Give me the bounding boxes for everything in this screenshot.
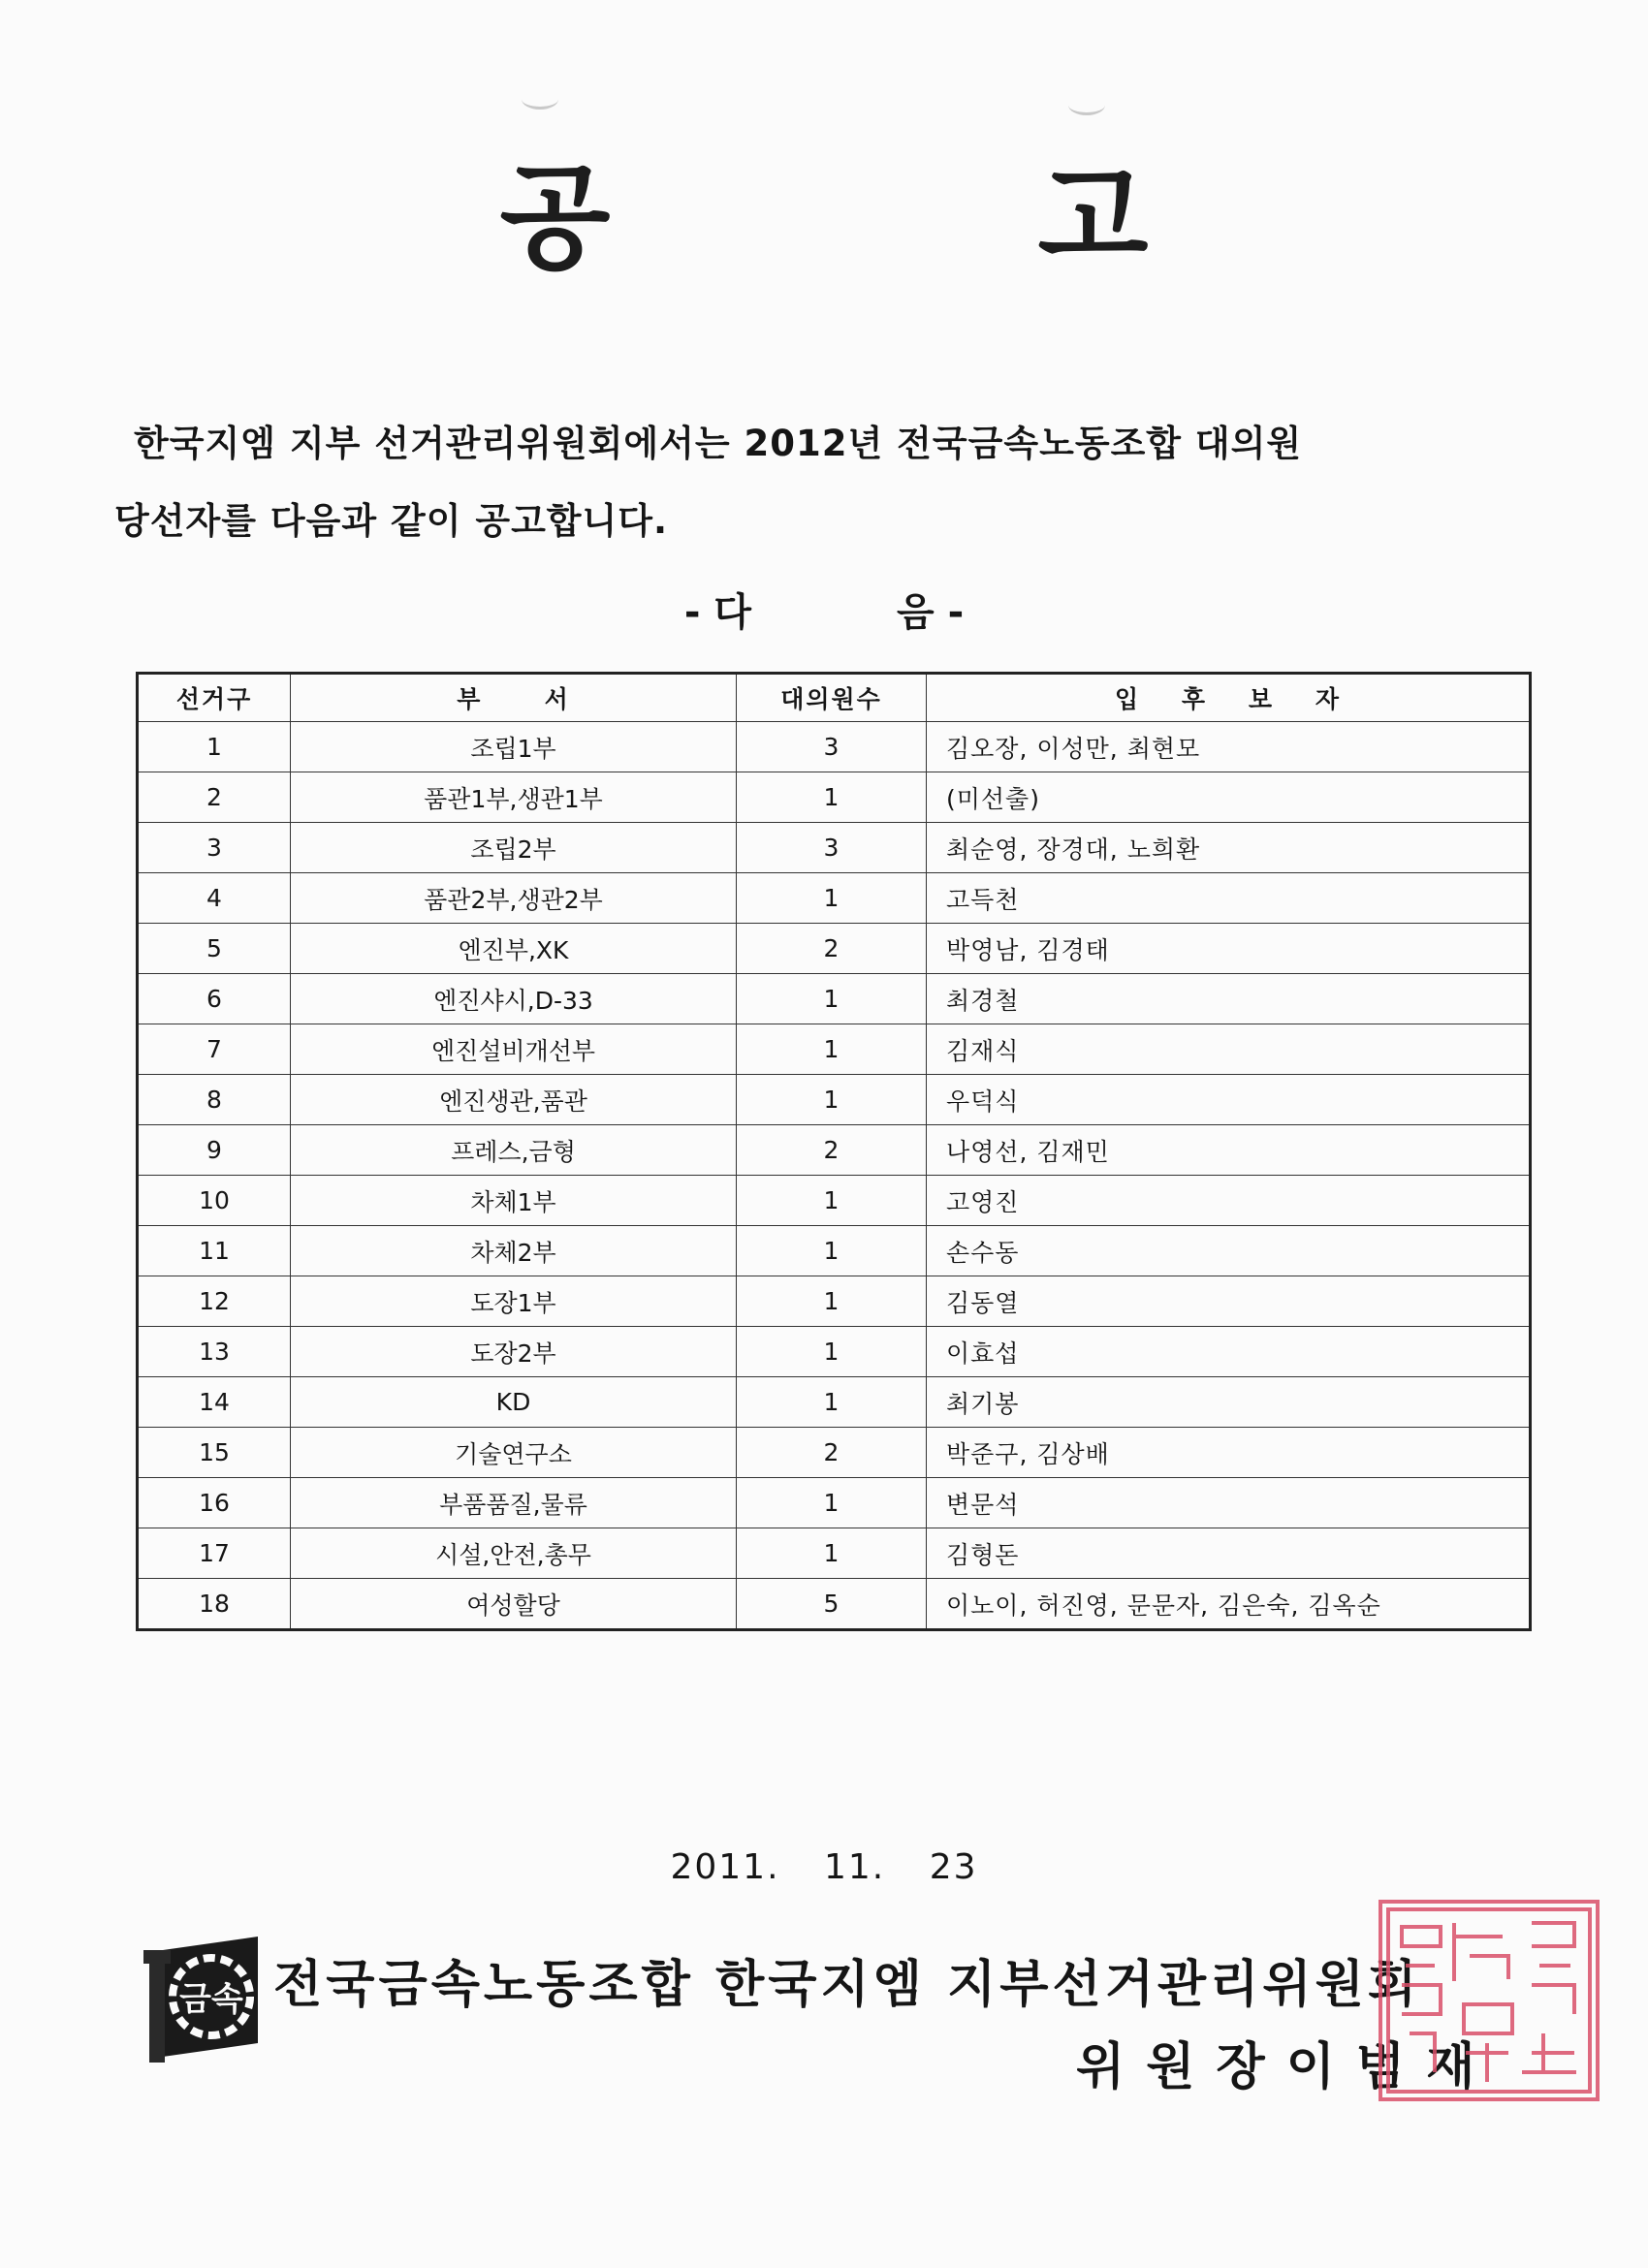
cell-department: 엔진설비개선부 xyxy=(291,1024,737,1075)
cell-delegates: 2 xyxy=(737,1125,927,1176)
cell-delegates: 1 xyxy=(737,1024,927,1075)
table-row xyxy=(138,722,1531,772)
cell-department: 엔진생관,품관 xyxy=(291,1075,737,1125)
table-row xyxy=(138,1176,1531,1226)
cell-candidates: 이노이, 허진영, 문문자, 김은숙, 김옥순 xyxy=(927,1579,1531,1630)
intro-line: 당선자를 다음과 같이 공고합니다. xyxy=(114,500,669,542)
logo-text: 금속 xyxy=(179,1980,243,2019)
cell-district: 2 xyxy=(138,772,291,823)
cell-district: 17 xyxy=(138,1528,291,1579)
committee-chair: 위원장이범재 xyxy=(1076,2038,1497,2096)
cell-department: 조립1부 xyxy=(291,722,737,772)
table-row xyxy=(138,1528,1531,1579)
cell-candidates: 고영진 xyxy=(927,1176,1531,1226)
cell-department: 도장2부 xyxy=(291,1327,737,1377)
cell-district: 14 xyxy=(138,1377,291,1428)
cell-department: 품관2부,생관2부 xyxy=(291,873,737,924)
cell-department: 시설,안전,총무 xyxy=(291,1528,737,1579)
cell-district: 8 xyxy=(138,1075,291,1125)
date-month: 11. xyxy=(823,1847,886,1887)
cell-delegates: 1 xyxy=(737,1327,927,1377)
table-row xyxy=(138,1327,1531,1377)
table-row xyxy=(138,1377,1531,1428)
table-row xyxy=(138,1024,1531,1075)
date-year: 2011. xyxy=(670,1847,780,1887)
cell-candidates: 김동열 xyxy=(927,1276,1531,1327)
cell-department: 품관1부,생관1부 xyxy=(291,772,737,823)
cell-department: 엔진샤시,D-33 xyxy=(291,974,737,1024)
cell-candidates: 김재식 xyxy=(927,1024,1531,1075)
cell-candidates: 최순영, 장경대, 노희환 xyxy=(927,823,1531,873)
cell-candidates: (미선출) xyxy=(927,772,1531,823)
cell-candidates: 나영선, 김재민 xyxy=(927,1125,1531,1176)
cell-candidates: 최경철 xyxy=(927,974,1531,1024)
cell-district: 15 xyxy=(138,1428,291,1478)
table-row xyxy=(138,974,1531,1024)
cell-department: 조립2부 xyxy=(291,823,737,873)
table-row xyxy=(138,924,1531,974)
page-title: 공 고 xyxy=(499,151,1343,285)
delegate-table xyxy=(136,672,1532,1631)
cell-district: 13 xyxy=(138,1327,291,1377)
cell-district: 11 xyxy=(138,1226,291,1276)
cell-district: 7 xyxy=(138,1024,291,1075)
cell-delegates: 1 xyxy=(737,974,927,1024)
table-row xyxy=(138,873,1531,924)
cell-delegates: 1 xyxy=(737,1176,927,1226)
subheading xyxy=(0,582,1648,637)
table-row xyxy=(138,1276,1531,1327)
subheading-right: 음 - xyxy=(897,590,965,635)
cell-district: 6 xyxy=(138,974,291,1024)
cell-district: 1 xyxy=(138,722,291,772)
cell-department: 여성할당 xyxy=(291,1579,737,1630)
cell-candidates: 박영남, 김경태 xyxy=(927,924,1531,974)
cell-candidates: 우덕식 xyxy=(927,1075,1531,1125)
table-row xyxy=(138,1579,1531,1630)
cell-candidates: 이효섭 xyxy=(927,1327,1531,1377)
intro-paragraph xyxy=(114,405,1549,560)
date-day: 23 xyxy=(929,1847,978,1887)
header-district: 선거구 xyxy=(138,674,291,722)
cell-district: 5 xyxy=(138,924,291,974)
cell-delegates: 1 xyxy=(737,1226,927,1276)
union-logo xyxy=(143,1929,260,2074)
cell-department: 차체1부 xyxy=(291,1176,737,1226)
cell-delegates: 5 xyxy=(737,1579,927,1630)
cell-department: 프레스,금형 xyxy=(291,1125,737,1176)
table-row xyxy=(138,1428,1531,1478)
subheading-left: - 다 xyxy=(683,590,751,635)
cell-candidates: 고득천 xyxy=(927,873,1531,924)
table-row xyxy=(138,1226,1531,1276)
cell-candidates: 김오장, 이성만, 최현모 xyxy=(927,722,1531,772)
cell-delegates: 1 xyxy=(737,873,927,924)
cell-delegates: 3 xyxy=(737,823,927,873)
cell-delegates: 1 xyxy=(737,772,927,823)
cell-district: 16 xyxy=(138,1478,291,1528)
cell-delegates: 1 xyxy=(737,1075,927,1125)
cell-department: 부품품질,물류 xyxy=(291,1478,737,1528)
cell-department: 도장1부 xyxy=(291,1276,737,1327)
header-candidates: 입 후 보 자 xyxy=(927,674,1531,722)
cell-district: 12 xyxy=(138,1276,291,1327)
issuing-organization: 전국금속노동조합 한국지엠 지부선거관리위원회 xyxy=(273,1956,1421,2014)
cell-delegates: 3 xyxy=(737,722,927,772)
table-row xyxy=(138,772,1531,823)
punch-hole-mark xyxy=(1068,95,1105,115)
cell-candidates: 최기봉 xyxy=(927,1377,1531,1428)
cell-delegates: 1 xyxy=(737,1377,927,1428)
header-department: 부 서 xyxy=(291,674,737,722)
table-row xyxy=(138,1075,1531,1125)
notice-date xyxy=(0,1847,1648,1887)
cell-delegates: 1 xyxy=(737,1478,927,1528)
cell-department: KD xyxy=(291,1377,737,1428)
cell-district: 18 xyxy=(138,1579,291,1630)
cell-candidates: 김형돈 xyxy=(927,1528,1531,1579)
header-delegates: 대의원수 xyxy=(737,674,927,722)
table-row xyxy=(138,1125,1531,1176)
cell-delegates: 2 xyxy=(737,924,927,974)
cell-department: 엔진부,XK xyxy=(291,924,737,974)
cell-delegates: 1 xyxy=(737,1276,927,1327)
cell-delegates: 2 xyxy=(737,1428,927,1478)
cell-department: 기술연구소 xyxy=(291,1428,737,1478)
cell-department: 차체2부 xyxy=(291,1226,737,1276)
cell-district: 3 xyxy=(138,823,291,873)
cell-district: 4 xyxy=(138,873,291,924)
cell-delegates: 1 xyxy=(737,1528,927,1579)
table-header-row xyxy=(138,674,1531,722)
table-row xyxy=(138,823,1531,873)
cell-candidates: 박준구, 김상배 xyxy=(927,1428,1531,1478)
intro-line: 한국지엠 지부 선거관리위원회에서는 2012년 전국금속노동조합 대의원 xyxy=(134,423,1303,464)
punch-hole-mark xyxy=(522,89,558,110)
table-row xyxy=(138,1478,1531,1528)
cell-candidates: 손수동 xyxy=(927,1226,1531,1276)
cell-candidates: 변문석 xyxy=(927,1478,1531,1528)
cell-district: 9 xyxy=(138,1125,291,1176)
official-seal-icon xyxy=(1377,1898,1601,2103)
cell-district: 10 xyxy=(138,1176,291,1226)
